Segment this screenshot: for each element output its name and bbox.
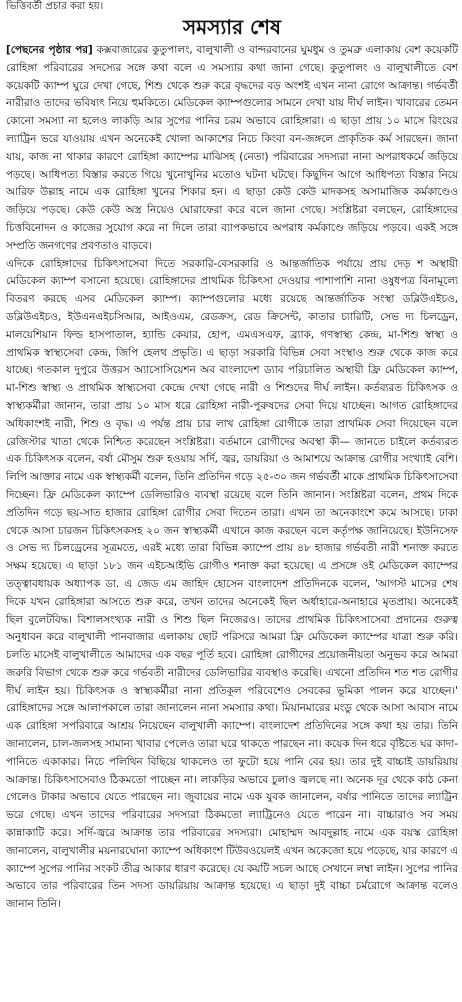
continuation-kicker: [পেছনের পৃষ্ঠার পর] [6, 44, 93, 56]
article-headline: সমস্যার শেষ [182, 15, 282, 39]
article-paragraph: এদিকে রোহিঙ্গাদের চিকিৎসাসেবা দিতে সরকারি-বেসরকারি ও আন্তর্জাতিক পর্যায়ে প্রায় দেড় শ অস্থায়ী মেডিকেল ক্যাম্প বসানো হয়েছে। রোহিঙ্গাদের প্রাথমিক চিকিৎসা দেওয়ার পাশাপাশি নানা ওষুধপত্র বিনামূল্যে বিতরণ করছে এসব মেডিকেল ক্যাম্প। ক্যাম্পগুলোর মধ্যে রয়েছে আন্তর্জাতিক সংস্থা ডব্লিউএইচও, ডব্লিউএইচও, ইউএনএইচসিআর, আইওএম, রেডক্রস, রেড ক্রিসেন্ট, কাতার চ্যারিটি, সেভ দ্য চিলড্রেন, মালয়েশিয়ান ফিল্ড হাসপাতাল, হ্যান্ডি কেয়ার, হোপ, এমএসএফ, ব্র্যাক, গণস্বাস্থ্য কেন্দ্র, মা-শিশু স্বাস্থ্য ও প্রাথমিক স্বাস্থ্যসেবা কেন্দ্র, জিপি হেলথ প্রভৃতি। এ ছাড়া সরকারি বিভিন্ন সেবা সংস্থাও শুরু থেকে কাজ করে যাচ্ছে। গতকাল দুপুরে উত্তরস অ্যাসোসিয়েশন অব বাংলাদেশ ড্যাব পরিচালিত অস্থায়ী ফ্রি মেডিকেল ক্যাম্প, মা-শিশু স্বাস্থ্য ও প্রাথমিক স্বাস্থ্যসেবা কেন্দ্রে দেখা গেছে নারী ও শিশুদের দীর্ঘ লাইন। কর্তব্যরত চিকিৎসক ও স্বাস্থ্যকর্মীরা জানান, তারা প্রায় ১০ মাস ধরে রোহিঙ্গা নারী-পুরুষদের সেবা দিয়ে যাচ্ছেন। আগত রোহিঙ্গাদের অধিকাংশই নারী, শিশু ও বৃদ্ধ। এ পর্যন্ত প্রায় চার লাখ রোহিঙ্গা রোগীকে তারা প্রাথমিক সেবা দিয়েছেন বলে রেজিস্টার খাতা থেকে নিশ্চিত করেছেন সংশ্লিষ্টরা। বর্তমানে রোগীদের অবস্থা কী— জানতে চাইলে কর্তব্যরত এক চিকিৎসক বলেন, বর্ষা মৌসুম শুরু হওয়ায় সর্দি, জ্বর, ডায়রিয়া ও আমাশয়ে আক্রান্ত রোগীর সংখ্যাই বেশি। লিপি আক্তার নামে এক স্বাস্থ্যকর্মী বলেন, তিনি প্রতিদিন গড়ে ২৫-৩০ জন গর্ভবর্তী মাকে প্রাথমিক চিকিৎসাসেবা দিচ্ছেন। ফ্রি মেডিকেল ক্যাম্পে ডেলিভারিও ব্যবস্থা রয়েছে বলে তিনি জানান। সংশ্লিষ্টরা বলেন, প্রথম দিকে প্রতিদিন গড়ে ছয়-সাত হাজার রোহিঙ্গা রোগীর সেবা দিতেন তারা। এখন তা অনেকাংশে কমে আসছে। ঢাকা থেকে আসা চারজন চিকিৎসকসহ ২০ জন স্বাস্থ্যকর্মী এখানে কাজ করছেন বলে কর্তৃপক্ষ জানিয়েছে। ইউনিসেফ ও সেভ দ্য চিলড্রেনের সূত্রমতে, এরই মধ্যে তারা বিভিন্ন ক্যাম্পে প্রায় ৪৮ হাজার গর্ভবতী নারী শনাক্ত করতে সক্ষম হয়েছে। এ ছাড়া ১৮১ জন এইচআইভি রোগীও শনাক্ত করা হয়েছে। এ প্রসঙ্গে ওই মেডিকেল ক্যাম্পের তত্ত্বাবধায়ক অধ্যাপক ডা. এ জেড এম জাহিদ হোসেন বাংলাদেশ প্রতিদিনকে বলেন, 'আগস্ট মাসের শেষ দিকে যখন রোহিঙ্গারা আসতে শুরু করে, তখন তাদের অনেকেই ছিল অর্ধাহারে-অনাহারে মৃতপ্রায়। অনেকেই ছিল বুলেটবিদ্ধ। বিশালসংখ্যক নারী ও শিশু ছিল নিজেরও। তাদের প্রাথমিক চিকিৎসাসেবা প্রদানের গুরুত্ব অনুধাবন করে বালুখালী পানবাজার এলাকায় ছোট পরিসরে আমরা ফ্রি মেডিকেল ক্যাম্পের যাত্রা শুরু করি। চলতি মাসেই বালুখালীতে আমাদের এক বছর পূর্তি হবে। রোহিঙ্গা রোগীদের প্রয়োজনীয়তা অনুভব করে আমরা জরুরি বিভাগ থেকে শুরু করে গর্ভবতী নারীদের ডেলিভারির ব্যবস্থাও করেছি। এখনো প্রতিদিন শত শত রোগীর দীর্ঘ লাইন হয়। চিকিৎসক ও স্বাস্থ্যকর্মীরা নানা প্রতিকূল পরিবেশেও সেবকের ভূমিকা পালন করে যাচ্ছেন।' রোহিঙ্গাদের সঙ্গে আলাপকালে তারা জানালেন নানা সমস্যার কথা। মিয়ানমারের মংডু থেকে আসা আবাস নামে এক রোহিঙ্গা সপরিবারে আশ্রয় নিয়েছেন বালুখালী ক্যাম্পে। বাংলাদেশ প্রতিদিনের সঙ্গে কথা হয় তার। তিনি জানালেন, চাল-জলসহ সামান্য খাবার পেলেও তারা ঘরে থাকতে পারছেন না। কয়েক দিন ধরে বৃষ্টিতে ঘর কাদা-পানিতে একাকার। নিচে পলিথিন বিছিয়ে থাকলেও তা ফুটো হয়ে পানি বের হয়। তার দুই বাচ্চাই ডায়রিয়ায় আক্রান্ত। চিকিৎসাসেবাও ঠিকমতো পাচ্ছেন না। লাকড়ির অভাবে চুলাও জ্বলছে না। অনেক দূর থেকে কাঠ কেনা গেলেও টাকার অভাবে যেতে পারছেন না। জুবায়ের নামে এক যুবক জানালেন, বর্ষার পানিতে তাদের ল্যাট্রিন ভরে গেছে। এখন তাদের পরিবারের সদস্যরা ঠিকমতো ল্যাট্রিনেও যেতে পারেন না। বাচ্চারাও সব সময় কান্নাকাটি করে। সর্দি-জ্বরে আক্রান্ত তার পরিবারের সদস্যরা। মোহাম্মদ আবদুল্লাহ নামে এক বয়স্ক রোহিঙ্গা জানালেন, বালুখালীর ময়নারঘোনা ক্যাম্পে অধিকাংশ টিউবওয়েলই এখন অকেজো হয়ে পড়েছে, যার কারণে এ ক্যাম্পে সুপের পানির সংকট তীব্র আকার ধারণ করেছে। যে কয়টি সচল আছে সেখানে লম্বা লাইন। সুপের পানির অভাবে তার পরিবারের তিন সদস্য ডায়রিয়ায় আক্রান্ত হয়েছে। এ ছাড়া দুই বাচ্চা চর্মরোগে আক্রান্ত বলেও জানান তিনি। [6, 257, 458, 911]
previous-article-tail: ভিত্তিবর্তী প্রচার করা হয়। [6, 1, 104, 12]
article-body [6, 42, 458, 1000]
paragraph-text: কক্সবাজারের কুতুপালং, বালুখালী ও বান্দরবানের ঘুমধুম ও তুমব্রু এলাকায় বেশ কয়েকটি রোহিঙ্গা পরিবারের সদস্যের সঙ্গে কথা বলে এ সমস্যার কথা জানা গেছে। কুতুপালং ও বালুখালীতে বেশ কয়েকটি ক্যাম্প ঘুরে দেখা গেছে, শিশু থেকে শুরু করে বৃদ্ধদের বড় অংশই এখন নানা রোগে আক্রান্ত। গর্ভবর্তী নারীরাও তাদের ভবিষ্যৎ নিয়ে হুমকিতে। মেডিকেল ক্যাম্পগুলোর সামনে দেখা যায় দীর্ঘ লাইন। খাবারের তেমন কোনো সমস্যা না হলেও লাকড়ি আর সুপের পানির চরম অভাবে রোহিঙ্গারা। এ ছাড়া প্রায় ১০ মাসে রিংয়ের ল্যাট্রিন ভরে যাওয়ায় এখন অনেকেই খোলা আকাশের নিচে কিংবা বন-জঙ্গলে প্রাকৃতিক কর্ম সারছেন। জানা যায়, কাজ না থাকার কারণে রোহিঙ্গা ক্যাম্পের মাঝিসহ (নেতা) পরিবারের সদস্যরা নানা অপরাধকর্মে জড়িয়ে পড়ছে। আধিপত্য বিস্তার করতে গিয়ে খুনোখুনির মতোও ঘটনা ঘটছে। কিছুদিন আগে আধিপত্য বিস্তার নিয়ে আরিফ উল্লাহ নামে এক রোহিঙ্গা খুনের শিকার হন। এ ছাড়া কেউ কেউ মাদকসহ অসামাজিক কর্মকাণ্ডেও জড়িয়ে পড়ছে। কেউ কেউ অস্ত্র নিয়েও ঘোরাফেরা করে বলে জানা গেছে। সংশ্লিষ্টরা বলছেন, রোহিঙ্গাদের চিত্তবিনোদন ও কাজের সুযোগ করে না দিলে তারা ব্যাপকভাবে অপরাধ কর্মকাণ্ডে জড়িয়ে পড়বে। একই সঙ্গে সম্প্রতি জনগণের প্রবণতাও বাড়বে। [6, 44, 458, 252]
article-paragraph [6, 42, 458, 256]
